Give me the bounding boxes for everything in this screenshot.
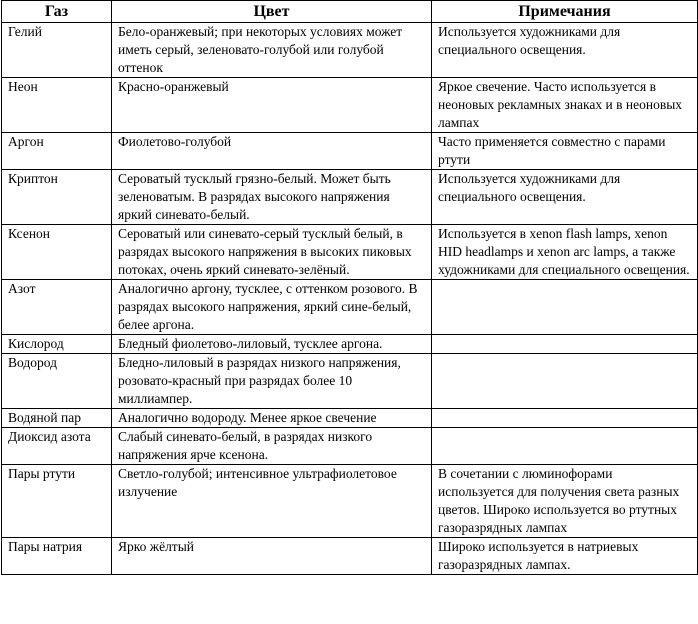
color-cell: Ярко жёлтый xyxy=(112,538,432,575)
gas-cell: Гелий xyxy=(2,23,112,78)
notes-cell: Используется художниками для специального освещения. xyxy=(432,170,698,225)
color-cell: Аналогично водороду. Менее яркое свечение xyxy=(112,409,432,428)
color-cell: Слабый синевато-белый, в разрядах низкого напряжения ярче ксенона. xyxy=(112,428,432,465)
table-row xyxy=(2,335,698,354)
notes-cell xyxy=(432,428,698,465)
notes-cell: Часто применяется совместно с парами ртути xyxy=(432,133,698,170)
gas-cell: Водяной пар xyxy=(2,409,112,428)
notes-cell: Широко используется в натриевых газоразрядных лампах. xyxy=(432,538,698,575)
gas-cell: Диоксид азота xyxy=(2,428,112,465)
table-row xyxy=(2,538,698,575)
header-color: Цвет xyxy=(112,1,432,23)
notes-cell: В сочетании с люминофорами используется для получения света разных цветов. Широко используется во ртутных газоразрядных лампах xyxy=(432,465,698,538)
color-cell: Сероватый или синевато-серый тусклый белый, в разрядах высокого напряжения в высоких пиковых потоках, очень яркий синевато-зелёный. xyxy=(112,225,432,280)
gas-color-table xyxy=(1,0,698,575)
color-cell: Красно-оранжевый xyxy=(112,78,432,133)
table-row xyxy=(2,23,698,78)
color-cell: Сероватый тусклый грязно-белый. Может быть зеленоватым. В разрядах высокого напряжения яркий синевато-белый. xyxy=(112,170,432,225)
notes-cell xyxy=(432,335,698,354)
notes-cell xyxy=(432,280,698,335)
notes-cell: Яркое свечение. Часто используется в неоновых рекламных знаках и в неоновых лампах xyxy=(432,78,698,133)
table-row xyxy=(2,409,698,428)
table-row xyxy=(2,170,698,225)
color-cell: Бледно-лиловый в разрядах низкого напряжения, розовато-красный при разрядах более 10 миллиампер. xyxy=(112,354,432,409)
table-row xyxy=(2,428,698,465)
gas-cell: Водород xyxy=(2,354,112,409)
gas-cell: Пары ртути xyxy=(2,465,112,538)
color-cell: Светло-голубой; интенсивное ультрафиолетовое излучение xyxy=(112,465,432,538)
notes-cell xyxy=(432,409,698,428)
table-row xyxy=(2,280,698,335)
gas-cell: Неон xyxy=(2,78,112,133)
gas-cell: Ксенон xyxy=(2,225,112,280)
table-row xyxy=(2,354,698,409)
color-cell: Бледный фиолетово-лиловый, тусклее аргона. xyxy=(112,335,432,354)
color-cell: Аналогично аргону, тусклее, с оттенком розового. В разрядах высокого напряжения, яркий сине-белый, белее аргона. xyxy=(112,280,432,335)
gas-cell: Криптон xyxy=(2,170,112,225)
table-row xyxy=(2,225,698,280)
gas-cell: Азот xyxy=(2,280,112,335)
header-row xyxy=(2,1,698,23)
notes-cell xyxy=(432,354,698,409)
table-row xyxy=(2,78,698,133)
table-row xyxy=(2,465,698,538)
header-gas: Газ xyxy=(2,1,112,23)
color-cell: Бело-оранжевый; при некоторых условиях может иметь серый, зеленовато-голубой или голубой оттенок xyxy=(112,23,432,78)
header-notes: Примечания xyxy=(432,1,698,23)
gas-cell: Аргон xyxy=(2,133,112,170)
table-row xyxy=(2,133,698,170)
color-cell: Фиолетово-голубой xyxy=(112,133,432,170)
notes-cell: Используется художниками для специального освещения. xyxy=(432,23,698,78)
notes-cell: Используется в xenon flash lamps, xenon HID headlamps и xenon arc lamps, а также художниками для специального освещения. xyxy=(432,225,698,280)
gas-cell: Пары натрия xyxy=(2,538,112,575)
gas-cell: Кислород xyxy=(2,335,112,354)
